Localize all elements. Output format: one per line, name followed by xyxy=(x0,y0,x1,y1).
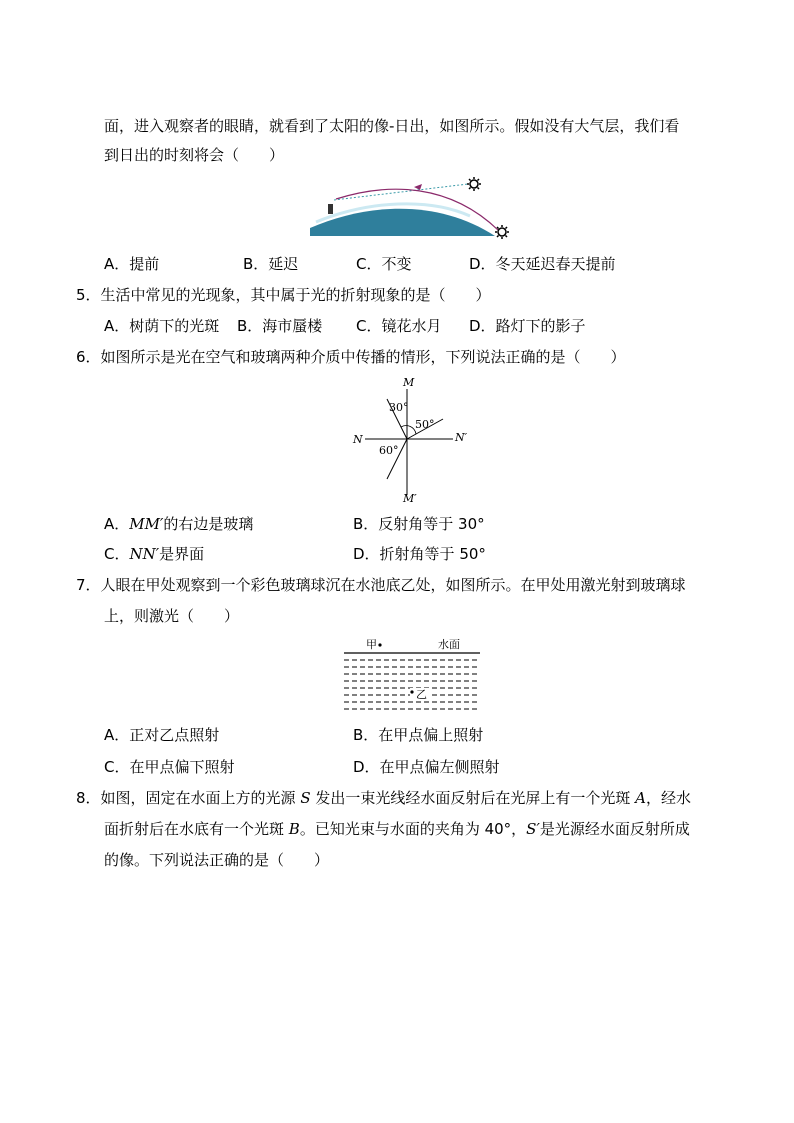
q7-line2: 上，则激光（ ） xyxy=(104,607,240,625)
label-yi: 乙 xyxy=(416,688,427,701)
q8-symbol-b: B xyxy=(288,820,300,838)
q7-option-a: A．正对乙点照射 xyxy=(104,726,220,744)
q6-option-c-prefix: C． xyxy=(104,545,130,563)
q7-option-c: C．在甲点偏下照射 xyxy=(104,758,235,776)
q8-symbol-s-prime: S′ xyxy=(526,820,540,838)
water-hatching xyxy=(344,660,480,709)
label-angle-30: 30° xyxy=(389,401,409,414)
q6-stem: 6．如图所示是光在空气和玻璃两种介质中传播的情形，下列说法正确的是（ ） xyxy=(76,348,626,366)
label-m-prime: M′ xyxy=(403,492,417,505)
q6-option-b: B．反射角等于 30° xyxy=(353,515,485,533)
q4-line2: 到日出的时刻将会（ ） xyxy=(104,146,285,164)
ray-arrow xyxy=(414,184,422,190)
q8-line2-c: 是光源经水面反射所成 xyxy=(539,820,690,838)
q4-option-d: D．冬天延迟春天提前 xyxy=(469,255,616,273)
q7-option-b: B．在甲点偏上照射 xyxy=(353,726,484,744)
pool-figure xyxy=(342,636,482,714)
label-n-prime: N′ xyxy=(455,431,468,444)
q8-line1-a: 8．如图，固定在水面上方的光源 xyxy=(76,789,301,807)
label-water-surface: 水面 xyxy=(438,638,460,651)
label-m: M xyxy=(403,376,415,389)
q5-stem: 5．生活中常见的光现象，其中属于光的折射现象的是（ ） xyxy=(76,286,491,304)
q4-option-b: B．延迟 xyxy=(243,255,299,273)
q8-line1 xyxy=(76,788,691,808)
q4-line1: 面，进入观察者的眼睛，就看到了太阳的像-日出，如图所示。假如没有大气层，我们看 xyxy=(104,117,680,135)
q8-line1-b: 发出一束光线经水面反射后在光屏上有一个光斑 xyxy=(310,789,636,807)
q6-option-c xyxy=(104,544,204,564)
q6-option-a-symbol: MM′ xyxy=(129,515,164,533)
q4-option-a: A．提前 xyxy=(104,255,160,273)
q5-option-a: A．树荫下的光斑 xyxy=(104,317,220,335)
q7-option-d: D．在甲点偏左侧照射 xyxy=(353,758,500,776)
q6-option-d: D．折射角等于 50° xyxy=(353,545,486,563)
q6-option-a xyxy=(104,514,253,534)
q8-symbol-a: A xyxy=(635,789,646,807)
q5-option-c: C．镜花水月 xyxy=(356,317,442,335)
refraction-figure xyxy=(345,375,475,505)
q6-option-a-prefix: A． xyxy=(104,515,130,533)
q6-option-c-text: 是界面 xyxy=(159,545,205,563)
q5-option-d: D．路灯下的影子 xyxy=(469,317,586,335)
label-angle-50: 50° xyxy=(415,418,435,431)
point-jia xyxy=(378,643,381,646)
q8-line2-b: 。已知光束与水面的夹角为 40°， xyxy=(299,820,527,838)
apparent-sun-icon xyxy=(467,177,481,191)
q8-symbol-s: S xyxy=(300,789,311,807)
point-yi xyxy=(410,690,413,693)
label-angle-60: 60° xyxy=(379,444,399,457)
label-jia: 甲 xyxy=(366,638,377,651)
q7-line1: 7．人眼在甲处观察到一个彩色玻璃球沉在水池底乙处，如图所示。在甲处用激光射到玻璃球 xyxy=(76,576,686,594)
label-n: N xyxy=(353,433,363,446)
angle-arc xyxy=(401,426,416,434)
sunrise-figure xyxy=(310,172,515,244)
q6-option-a-text: 的右边是玻璃 xyxy=(163,515,254,533)
q8-line2 xyxy=(104,819,690,839)
q5-option-b: B．海市蜃楼 xyxy=(237,317,323,335)
real-sun-icon xyxy=(495,225,509,239)
q4-option-c: C．不变 xyxy=(356,255,412,273)
q6-option-c-symbol: NN′ xyxy=(129,545,160,563)
q8-line1-c: ，经水 xyxy=(646,789,692,807)
q8-line3: 的像。下列说法正确的是（ ） xyxy=(104,851,330,869)
observer-tower xyxy=(328,204,333,214)
q8-line2-a: 面折射后在水底有一个光斑 xyxy=(104,820,289,838)
